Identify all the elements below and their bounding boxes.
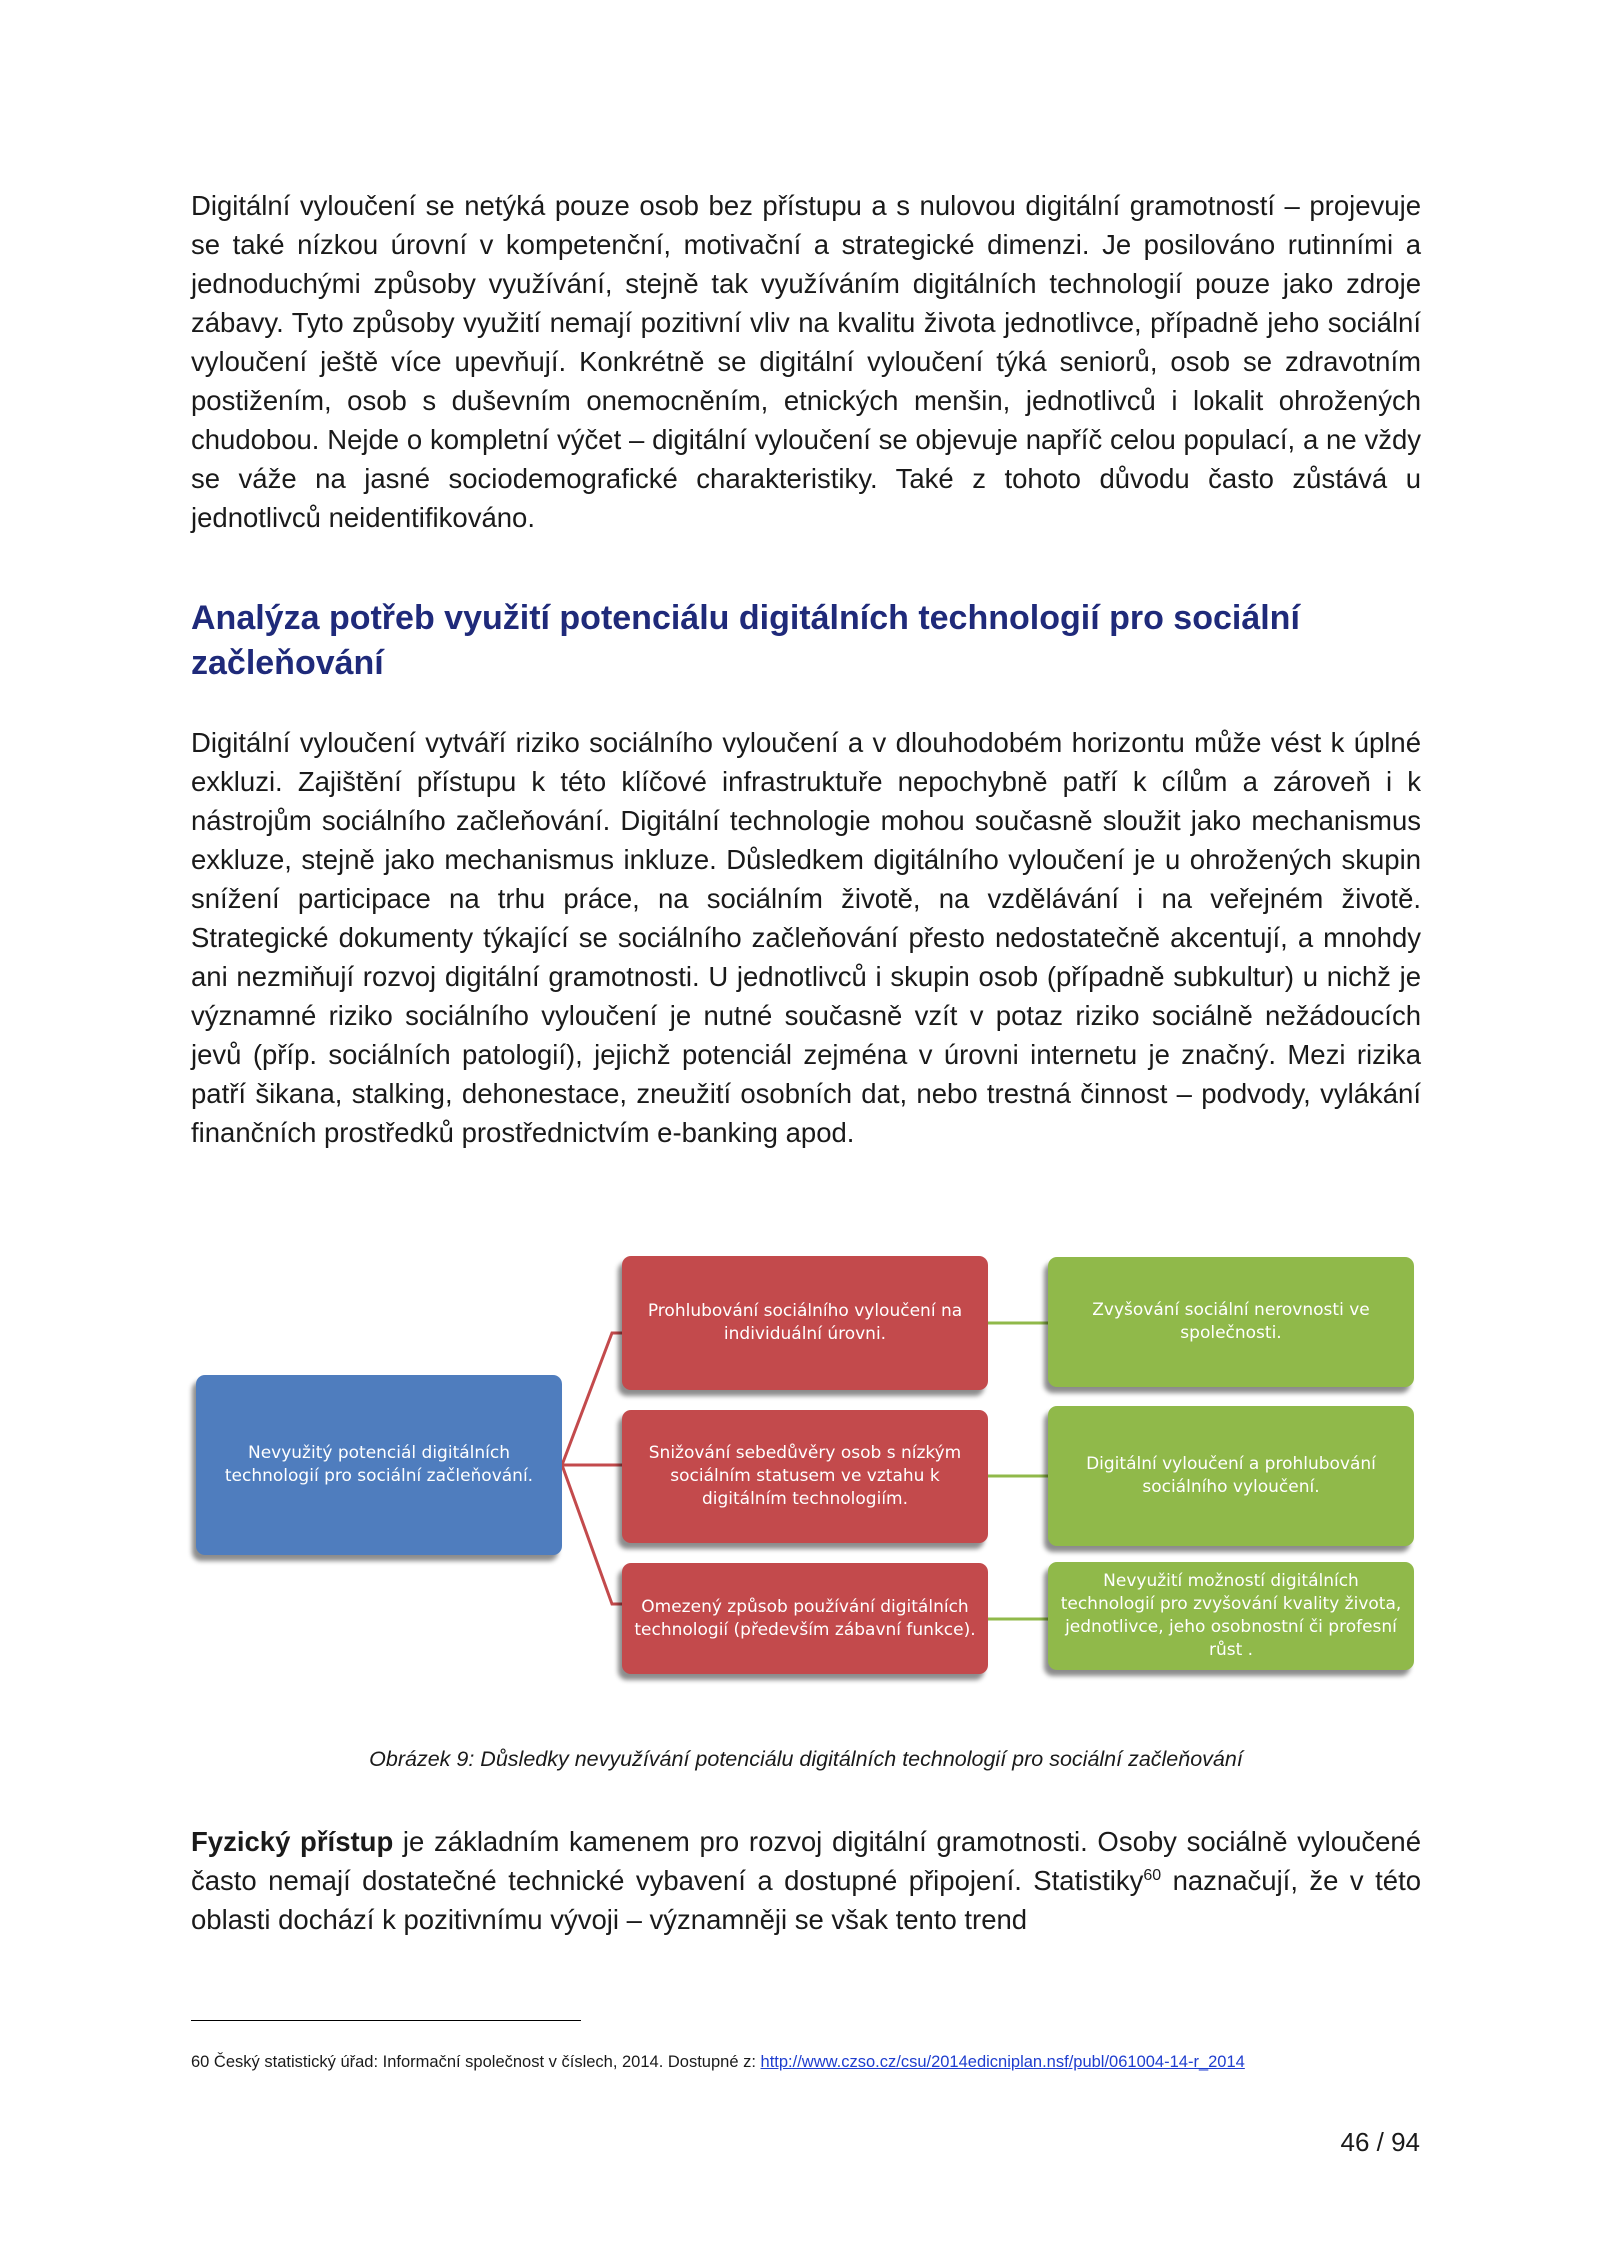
figure-caption: Obrázek 9: Důsledky nevyužívání potenciálu digitálních technologií pro sociální začleňování xyxy=(369,1747,1243,1771)
footnote-separator xyxy=(191,2020,581,2021)
bold-lead: Fyzický přístup xyxy=(191,1826,394,1857)
body-paragraph-3 xyxy=(191,1822,1421,1939)
body-paragraph-1: Digitální vyloučení se netýká pouze osob bez přístupu a s nulovou digitální gramotností – projevuje se také nízkou úrovní v kompetenční, motivační a strategické dimenzi. Je posilováno rutinními a jednoduchými způsoby využívání, stejně tak využíváním digitálních technologií pouze jako zdroje zábavy. Tyto způsoby využití nemají pozitivní vliv na kvalitu života jednotlivce, případně jeho sociální vyloučení ještě více upevňují. Konkrétně se digitální vyloučení týká seniorů, osob se zdravotním postižením, osob s duševním onemocněním, etnických menšin, jednotlivců i lokalit ohrožených chudobou. Nejde o kompletní výčet – digitální vyloučení se objevuje napříč celou populací, a ne vždy se váže na jasné sociodemografické charakteristiky. Také z tohoto důvodu často zůstává u jednotlivců neidentifikováno. xyxy=(191,190,1421,533)
connector-root-to-cause-3 xyxy=(562,1465,622,1604)
page-number: 46 / 94 xyxy=(1340,2127,1420,2157)
diagram-effect-node-3: Nevyužití možností digitálních technologií pro zvyšování kvality života, jednotlivce, jeho osobnostní či profesní růst . xyxy=(1048,1562,1414,1670)
footnote-text: 60 Český statistický úřad: Informační společnost v číslech, 2014. Dostupné z: xyxy=(191,2053,761,2071)
footnote-reference[interactable]: 60 xyxy=(1143,1866,1162,1884)
section-heading: Analýza potřeb využití potenciálu digitálních technologií pro sociální začleňování xyxy=(191,599,1300,682)
body-paragraph-2: Digitální vyloučení vytváří riziko sociálního vyloučení a v dlouhodobém horizontu může vést k úplné exkluzi. Zajištění přístupu k této klíčové infrastruktuře nepochybně patří k cílům a zároveň i k nástrojům sociálního začleňování. Digitální technologie mohou současně sloužit jako mechanismus exkluze, stejně jako mechanismus inkluze. Důsledkem digitálního vyloučení je u ohrožených skupin snížení participace na trhu práce, na sociálním životě, na vzdělávání i na veřejném životě. Strategické dokumenty týkající se sociálního začleňování přesto nedostatečně akcentují, a mnohdy ani nezmiňují rozvoj digitální gramotnosti. U jednotlivců i skupin osob (případně subkultur) u nichž je významné riziko sociálního vyloučení je nutné současně vzít v potaz riziko sociálně nežádoucích jevů (příp. sociálních patologií), jejichž potenciál zejména v úrovni internetu je značný. Mezi rizika patří šikana, stalking, dehonestace, zneužití osobních dat, nebo trestná činnost – podvody, vylákání finančních prostředků prostřednictvím e-banking apod. xyxy=(191,727,1421,1148)
paragraph-3-text: je základním kamenem pro rozvoj digitální gramotnosti. Osoby sociálně vyloučené často nemají dostatečné technické vybavení a dostupné připojení. Statistiky xyxy=(191,1826,1421,1896)
diagram-cause-node-1: Prohlubování sociálního vyloučení na individuální úrovni. xyxy=(622,1256,988,1390)
footnote xyxy=(191,2051,1431,2073)
diagram-root-node: Nevyužitý potenciál digitálních technologií pro sociální začleňování. xyxy=(196,1375,562,1555)
diagram-cause-node-3: Omezený způsob používání digitálních technologií (především zábavní funkce). xyxy=(622,1563,988,1674)
connector-root-to-cause-1 xyxy=(562,1333,622,1465)
diagram-effect-node-1: Zvyšování sociální nerovnosti ve společnosti. xyxy=(1048,1257,1414,1387)
paragraph-3-text-after: naznačují, že v této oblasti dochází k pozitivnímu vývoji – významněji se však tento trend xyxy=(191,1865,1421,1935)
diagram-cause-node-2: Snižování sebedůvěry osob s nízkým sociálním statusem ve vztahu k digitálním technologiím. xyxy=(622,1410,988,1543)
diagram-effect-node-2: Digitální vyloučení a prohlubování sociálního vyloučení. xyxy=(1048,1406,1414,1546)
footnote-link[interactable]: http://www.czso.cz/csu/2014edicniplan.nsf/publ/061004-14-r_2014 xyxy=(760,2053,1245,2071)
